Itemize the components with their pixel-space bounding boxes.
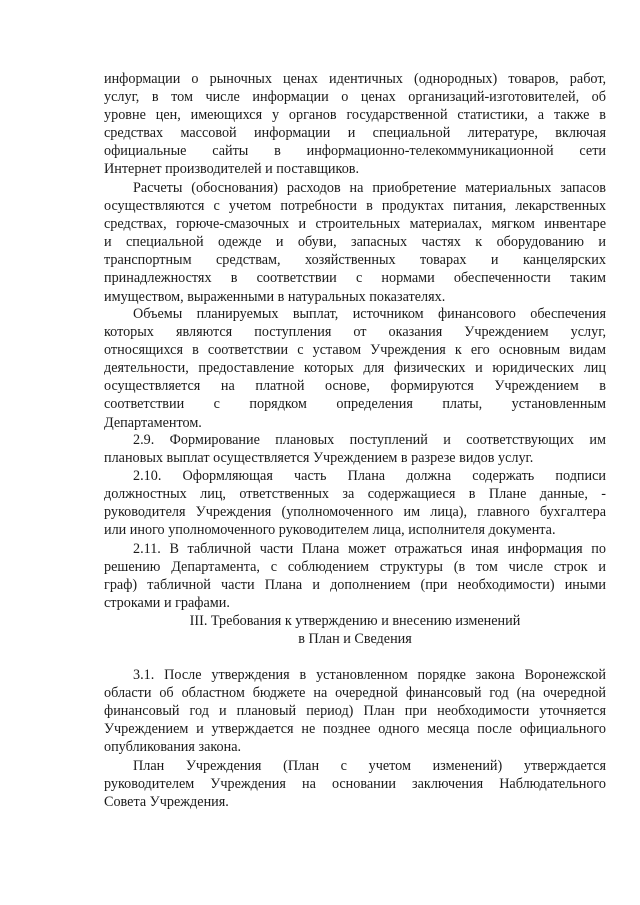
text-line: имуществом, выраженными в натуральных показателях. [104, 288, 446, 305]
section-heading [104, 612, 606, 648]
text-line: руководителем Учреждения на основании заключения Наблюдательного [104, 776, 606, 793]
text-line: решению Департамента, с соблюдением структуры (в том числе строк и [104, 559, 606, 576]
text-line: информации о рыночных ценах идентичных (однородных) товаров, работ, [104, 71, 606, 87]
paragraph-material-costs [104, 179, 606, 306]
text-line: услуг, в том числе информации о ценах организаций-изготовителей, об [104, 89, 606, 106]
text-line: должностных лиц, ответственных за содержащиеся в Плане данные, - [104, 486, 606, 503]
text-line: строками и графами. [104, 595, 230, 612]
text-line: 2.10. Оформляющая часть Плана должна содержать подписи [133, 468, 606, 484]
text-line: финансовый год и плановый период) План при необходимости уточняется [104, 703, 606, 720]
text-line: уровне цен, имеющихся у органов государственной статистики, а также в [104, 107, 606, 124]
text-line: руководителя Учреждения (уполномоченного им лица), главного бухгалтера [104, 504, 606, 521]
text-line: и специальной одежде и обуви, запасных частях к оборудованию и [104, 234, 606, 251]
section-heading-line: III. Требования к утверждению и внесению изменений [189, 613, 521, 629]
text-line: 2.9. Формирование плановых поступлений и соответствующих им [133, 432, 606, 448]
text-line: официальные сайты в информационно-телекоммуникационной сети [104, 143, 606, 160]
text-line: Объемы планируемых выплат, источником финансового обеспечения [133, 306, 606, 322]
text-line: Департаментом. [104, 414, 202, 431]
text-line: Интернет производителей и поставщиков. [104, 161, 360, 178]
text-line: транспортным средствам, хозяйственных товарах и канцелярских [104, 252, 606, 269]
paragraph-2-11 [104, 540, 606, 612]
text-line: плановых выплат осуществляется Учреждением в разрезе видов услуг. [104, 450, 534, 467]
paragraph-2-9 [104, 431, 606, 467]
text-line: деятельности, предоставление которых для физических и юридических лиц [104, 360, 606, 377]
section-heading-line: в План и Сведения [298, 631, 412, 648]
paragraph-2-10 [104, 467, 606, 539]
text-line: осуществляются с учетом потребности в продуктах питания, лекарственных [104, 198, 606, 215]
text-line: относящихся в соответствии с уставом Учреждения к его основным видам [104, 342, 606, 359]
paragraph-planned-payments [104, 305, 606, 432]
text-line: средствах, горюче-смазочных и строительных материалах, мягком инвентаре [104, 216, 606, 233]
text-line: или иного уполномоченного руководителем лица, исполнителя документа. [104, 522, 556, 539]
text-line: опубликования закона. [104, 739, 242, 756]
text-line: средствах массовой информации и специальной литературе, включая [104, 125, 606, 142]
text-line: 3.1. После утверждения в установленном порядке закона Воронежской [133, 667, 606, 683]
paragraph-plan-approval [104, 757, 606, 811]
text-line: Расчеты (обоснования) расходов на приобретение материальных запасов [133, 180, 606, 196]
text-line: граф) табличной части Плана и дополнением (при необходимости) иными [104, 577, 606, 594]
paragraph-3-1 [104, 666, 606, 756]
text-line: осуществляется на платной основе, формируются Учреждением в [104, 378, 606, 395]
paragraph-price-info [104, 70, 606, 179]
text-line: План Учреждения (План с учетом изменений) утверждается [133, 758, 606, 774]
text-line: области об областном бюджете на очередной финансовый год (на очередной [104, 685, 606, 702]
text-line: Совета Учреждения. [104, 794, 229, 811]
text-line: которых являются поступления от оказания Учреждением услуг, [104, 324, 606, 341]
text-line: 2.11. В табличной части Плана может отражаться иная информация по [133, 541, 606, 557]
text-line: Учреждением и утверждается не позднее одного месяца после официального [104, 721, 606, 738]
text-line: принадлежностях в соответствии с нормами обеспеченности таким [104, 270, 606, 287]
text-line: соответствии с порядком определения платы, установленным [104, 396, 606, 413]
